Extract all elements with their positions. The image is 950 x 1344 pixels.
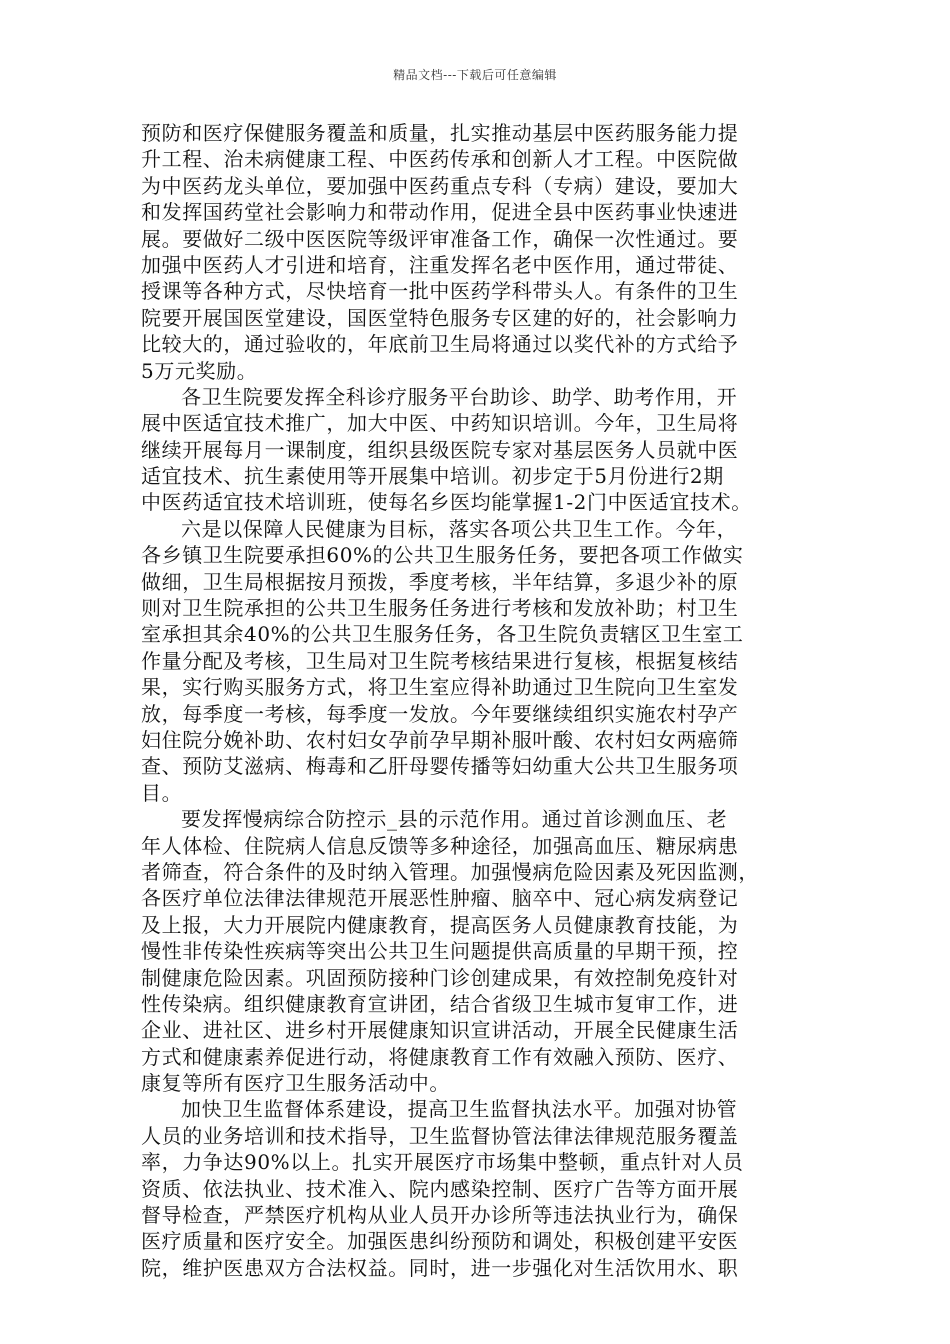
paragraph-line: 作量分配及考核，卫生局对卫生院考核结果进行复核，根据复核结 [141, 648, 739, 673]
paragraph-line: 督导检查，严禁医疗机构从业人员开办诊所等违法执业行为，确保 [141, 1203, 739, 1228]
paragraph-line: 为中医药龙头单位，要加强中医药重点专科（专病）建设，要加大 [141, 173, 739, 198]
paragraph-line: 授课等各种方式，尽快培育一批中医药学科带头人。有条件的卫生 [141, 279, 739, 304]
paragraph-line: 和发挥国药堂社会影响力和带动作用，促进全县中医药事业快速进 [141, 200, 739, 225]
paragraph [141, 806, 813, 1096]
paragraph-line: 性传染病。组织健康教育宣讲团，结合省级卫生城市复审工作，进 [141, 991, 739, 1016]
paragraph-line: 康复等所有医疗卫生服务活动中。 [141, 1071, 450, 1096]
paragraph-line: 展中医适宜技术推广，加大中医、中药知识培训。今年，卫生局将 [141, 411, 739, 436]
paragraph-line: 及上报，大力开展院内健康教育，提高医务人员健康教育技能，为 [141, 912, 739, 937]
paragraph-line: 六是以保障人民健康为目标，落实各项公共卫生工作。今年， [181, 516, 738, 541]
paragraph [141, 516, 813, 806]
paragraph-line: 室承担其余40%的公共卫生服务任务，各卫生院负责辖区卫生室工 [141, 622, 744, 647]
paragraph-line: 比较大的，通过验收的，年底前卫生局将通过以奖代补的方式给予 [141, 332, 739, 357]
paragraph-line: 院要开展国医堂建设，国医堂特色服务专区建的好的，社会影响力 [141, 305, 739, 330]
paragraph-line: 慢性非传染性疾病等突出公共卫生问题提供高质量的早期干预，控 [141, 939, 739, 964]
paragraph [141, 1096, 813, 1281]
document-body [141, 120, 813, 1281]
paragraph-line: 果，实行购买服务方式，将卫生室应得补助通过卫生院向卫生室发 [141, 675, 739, 700]
paragraph [141, 384, 813, 516]
paragraph-line: 医疗质量和医疗安全。加强医患纠纷预防和调处，积极创建平安医 [141, 1229, 739, 1254]
paragraph-line: 5万元奖励。 [141, 358, 258, 383]
paragraph-line: 各乡镇卫生院要承担60%的公共卫生服务任务，要把各项工作做实 [141, 543, 744, 568]
paragraph-line: 者筛查，符合条件的及时纳入管理。加强慢病危险因素及死因监测， [141, 859, 759, 884]
paragraph-line: 要发挥慢病综合防控示_县的示范作用。通过首诊测血压、老 [181, 807, 728, 832]
paragraph-line: 目。 [141, 780, 183, 805]
paragraph-line: 继续开展每月一课制度，组织县级医院专家对基层医务人员就中医 [141, 437, 739, 462]
paragraph-line: 各卫生院要发挥全科诊疗服务平台助诊、助学、助考作用，开 [181, 384, 738, 409]
paragraph-line: 升工程、治未病健康工程、中医药传承和创新人才工程。中医院做 [141, 147, 739, 172]
paragraph-line: 展。要做好二级中医医院等级评审准备工作，确保一次性通过。要 [141, 226, 739, 251]
paragraph-line: 查、预防艾滋病、梅毒和乙肝母婴传播等妇幼重大公共卫生服务项 [141, 754, 739, 779]
paragraph-line: 人员的业务培训和技术指导，卫生监督协管法律法律规范服务覆盖 [141, 1123, 739, 1148]
paragraph-line: 率，力争达90%以上。扎实开展医疗市场集中整顿，重点针对人员 [141, 1150, 744, 1175]
paragraph-line: 做细，卫生局根据按月预拨，季度考核，半年结算，多退少补的原 [141, 569, 739, 594]
paragraph-line: 放，每季度一考核，每季度一发放。今年要继续组织实施农村孕产 [141, 701, 739, 726]
paragraph-line: 各医疗单位法律法律规范开展恶性肿瘤、脑卒中、冠心病发病登记 [141, 886, 739, 911]
paragraph-line: 制健康危险因素。巩固预防接种门诊创建成果，有效控制免疫针对 [141, 965, 739, 990]
paragraph-line: 年人体检、住院病人信息反馈等多种途径，加强高血压、糖尿病患 [141, 833, 739, 858]
paragraph-line: 妇住院分娩补助、农村妇女孕前孕早期补服叶酸、农村妇女两癌筛 [141, 727, 739, 752]
paragraph-line: 预防和医疗保健服务覆盖和质量，扎实推动基层中医药服务能力提 [141, 121, 739, 145]
paragraph-line: 加强中医药人才引进和培育，注重发挥名老中医作用，通过带徒、 [141, 252, 739, 277]
paragraph [141, 120, 813, 384]
page-header: 精品文档---下载后可任意编辑 [393, 68, 557, 82]
paragraph-line: 院，维护医患双方合法权益。同时，进一步强化对生活饮用水、职 [141, 1255, 739, 1280]
paragraph-line: 加快卫生监督体系建设，提高卫生监督执法水平。加强对协管 [181, 1097, 738, 1122]
paragraph-line: 适宜技术、抗生素使用等开展集中培训。初步定于5月份进行2期 [141, 464, 724, 489]
paragraph-line: 资质、依法执业、技术准入、院内感染控制、医疗广告等方面开展 [141, 1176, 739, 1201]
paragraph-line: 中医药适宜技术培训班，使每名乡医均能掌握1-2门中医适宜技术。 [141, 490, 752, 515]
paragraph-line: 方式和健康素养促进行动，将健康教育工作有效融入预防、医疗、 [141, 1044, 739, 1069]
paragraph-line: 则对卫生院承担的公共卫生服务任务进行考核和发放补助；村卫生 [141, 596, 739, 621]
paragraph-line: 企业、进社区、进乡村开展健康知识宣讲活动，开展全民健康生活 [141, 1018, 739, 1043]
